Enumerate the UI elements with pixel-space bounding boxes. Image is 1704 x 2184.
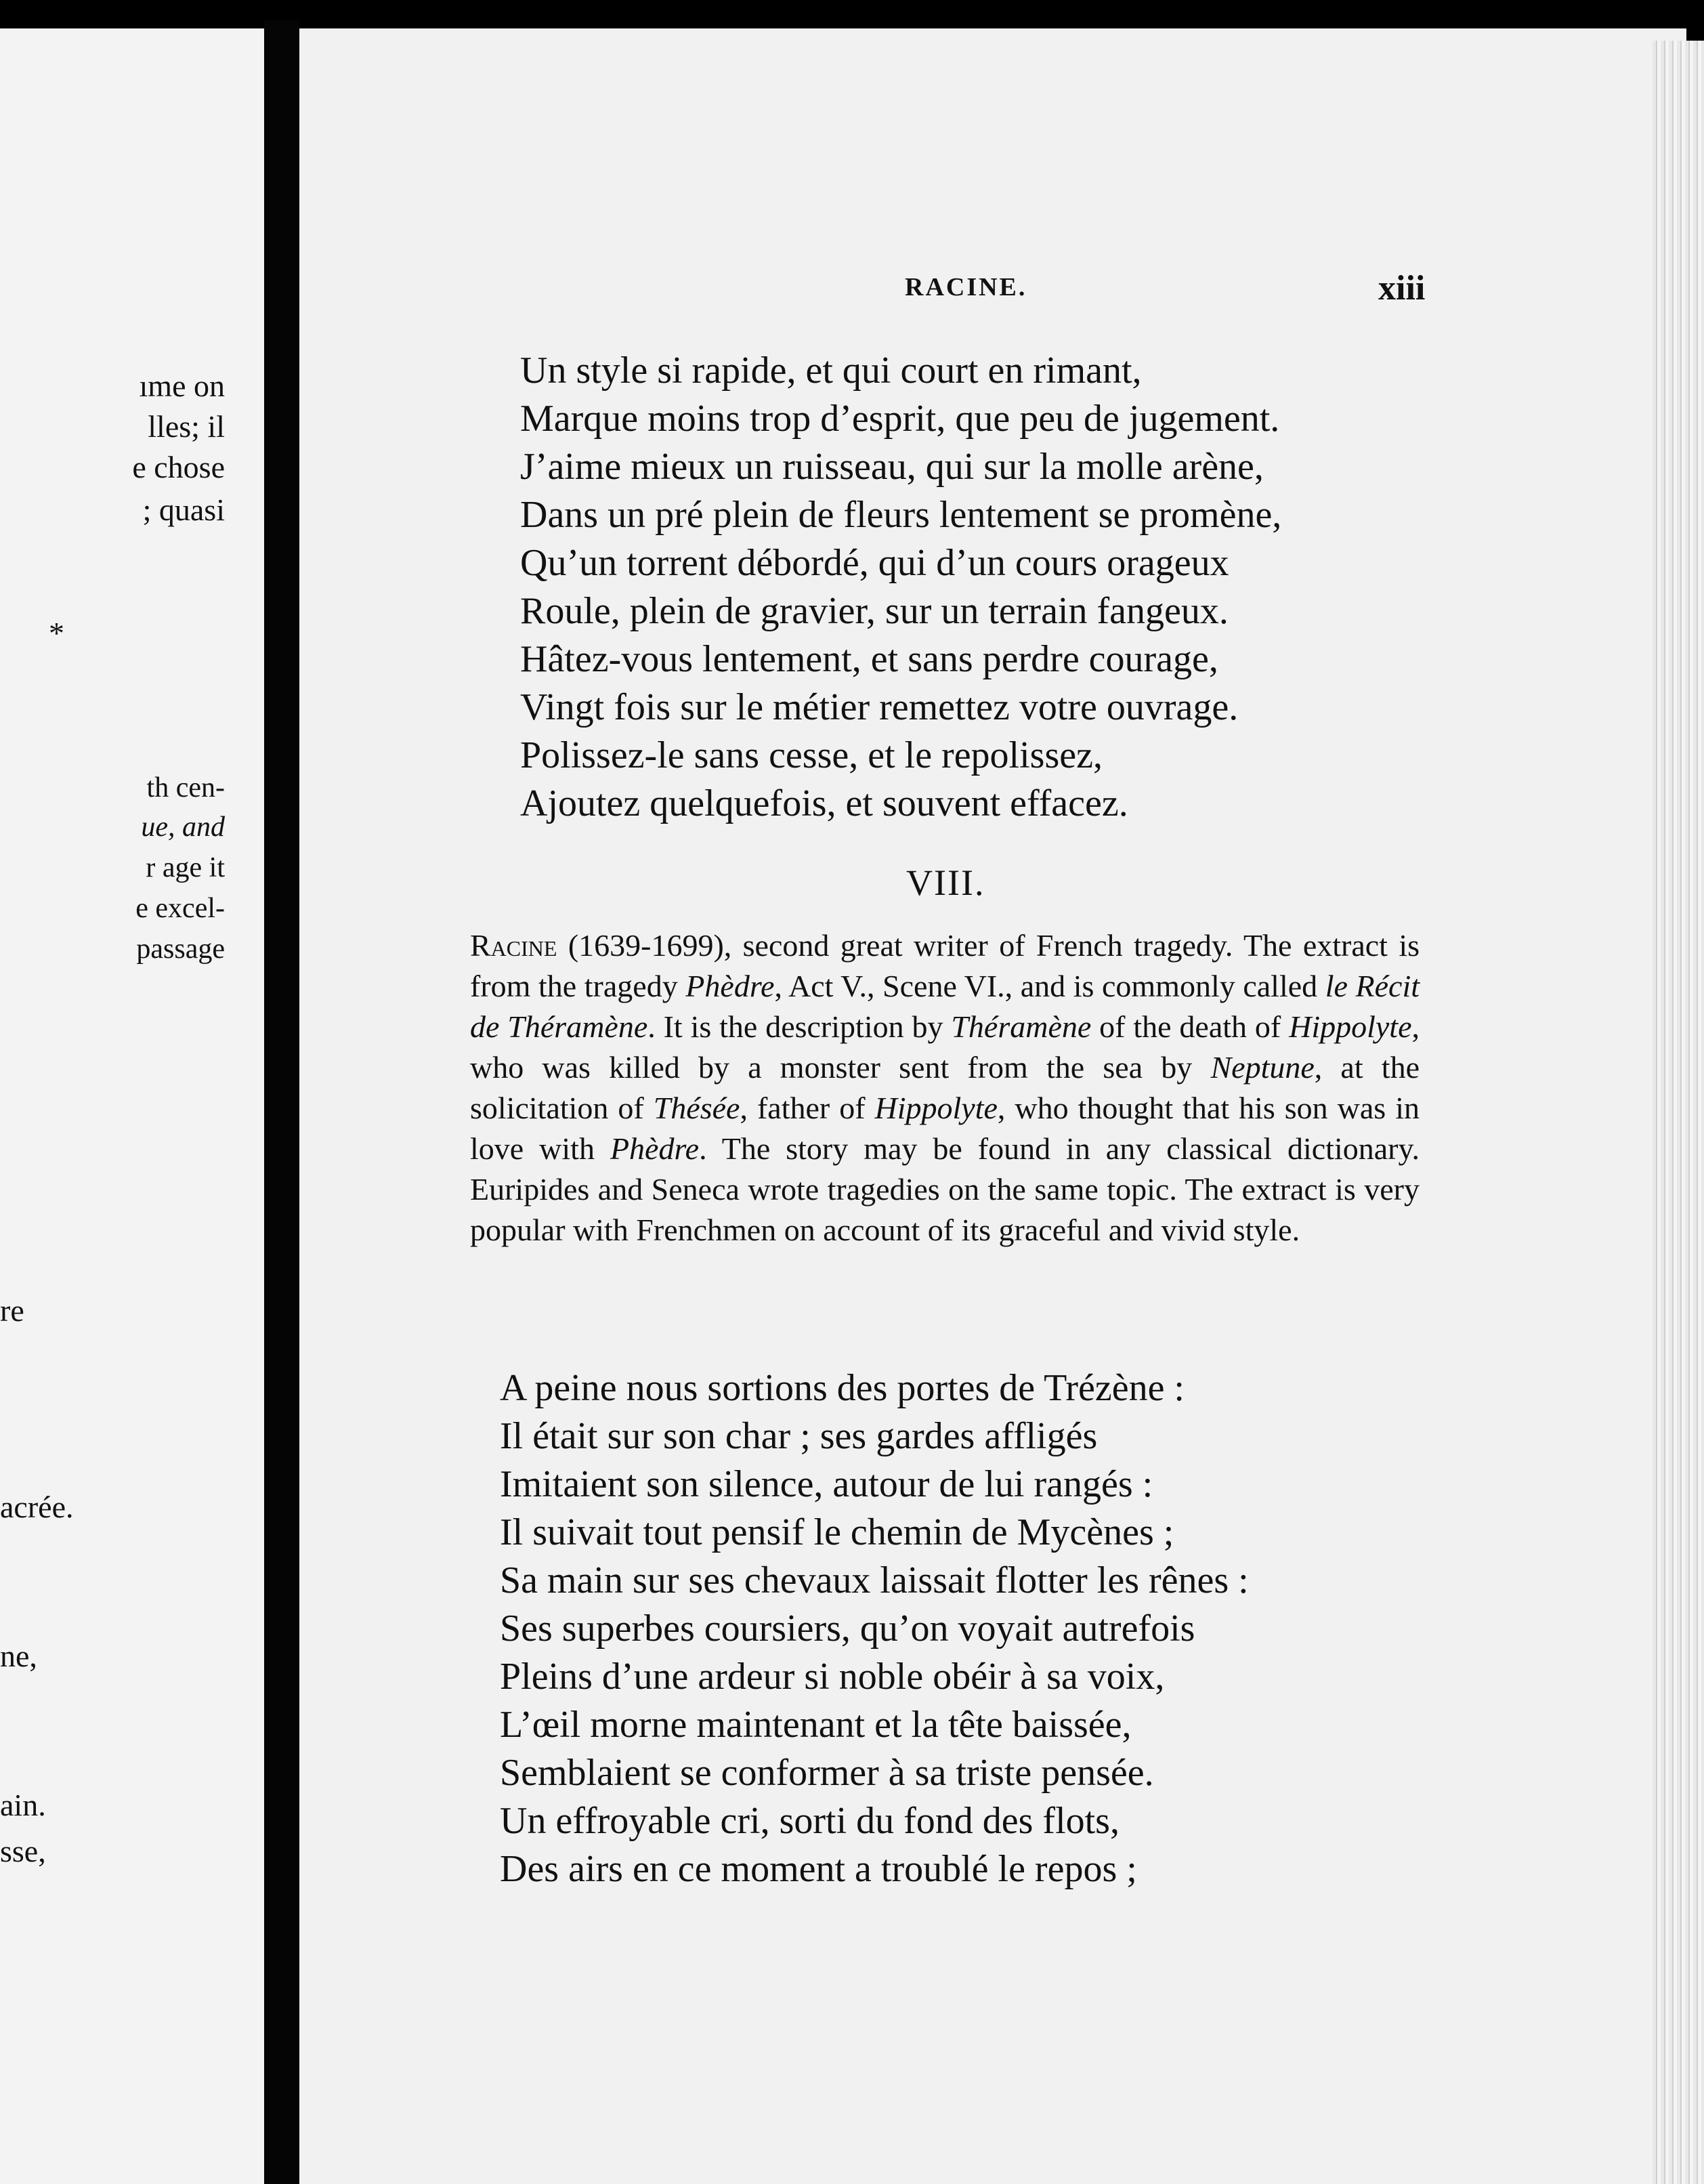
intro-paragraph xyxy=(470,925,1420,1251)
left-page-line: sse, xyxy=(0,1834,46,1868)
intro-text: , at the solicitation of xyxy=(470,1050,1420,1125)
left-page-line: e excel- xyxy=(135,893,225,924)
intro-text: . The story may be found in any classical dictionary. Euripides and Seneca wrote tragedies on the same topic. The extract is very popular with Frenchmen on account of its graceful and vivid style. xyxy=(470,1131,1420,1247)
left-page-line: th cen- xyxy=(146,772,225,803)
intro-text: , father of xyxy=(740,1091,875,1125)
left-page-line: acrée. xyxy=(0,1490,74,1524)
intro-italic: le Récit de Théramène xyxy=(470,969,1420,1044)
page-number: xiii xyxy=(1378,269,1426,308)
intro-italic: Thésée xyxy=(653,1091,740,1125)
verse-line: Un effroyable cri, sorti du fond des flots, xyxy=(500,1800,1120,1842)
previous-page-fragment xyxy=(0,28,264,2184)
running-head: RACINE. xyxy=(905,273,1027,301)
section-heading: VIII. xyxy=(906,862,985,903)
verse-block-bottom xyxy=(500,1364,1249,1893)
verse-line: Ajoutez quelquefois, et souvent effacez. xyxy=(520,782,1128,824)
page-edge-stack xyxy=(1653,41,1704,2184)
intro-text: , Act V., Scene VI., and is commonly called xyxy=(774,969,1325,1003)
verse-line: L’œil morne maintenant et la tête baissée, xyxy=(500,1704,1132,1746)
left-page-line: r age it xyxy=(146,852,225,883)
verse-line: Dans un pré plein de fleurs lentement se promène, xyxy=(520,494,1282,536)
verse-line: Vingt fois sur le métier remettez votre ouvrage. xyxy=(520,686,1239,728)
verse-line: Hâtez-vous lentement, et sans perdre courage, xyxy=(520,638,1218,680)
left-page-line: e chose xyxy=(132,450,225,484)
intro-italic: Phèdre xyxy=(610,1131,700,1166)
left-page-line: re xyxy=(0,1293,24,1328)
left-page-line: ; quasi xyxy=(142,492,225,527)
intro-text: , who was killed by a monster sent from the sea by xyxy=(470,1009,1420,1085)
intro-text: of the death of xyxy=(1091,1009,1290,1044)
intro-text: , who thought that his son was in love with xyxy=(470,1091,1420,1166)
author-name: Racine xyxy=(470,928,557,963)
verse-line: Il était sur son char ; ses gardes affligés xyxy=(500,1415,1098,1457)
left-page-line: passage xyxy=(136,933,225,965)
book-gutter xyxy=(264,20,299,2184)
left-page-line: lles; il xyxy=(148,409,225,444)
intro-italic: Théramène xyxy=(951,1009,1092,1044)
intro-italic: Hippolyte xyxy=(1289,1009,1412,1044)
intro-italic: Phèdre xyxy=(685,969,775,1003)
verse-line: Qu’un torrent débordé, qui d’un cours orageux xyxy=(520,542,1229,584)
verse-line: Ses superbes coursiers, qu’on voyait autrefois xyxy=(500,1608,1195,1650)
verse-line: Imitaient son silence, autour de lui rangés : xyxy=(500,1463,1153,1505)
verse-line: Un style si rapide, et qui court en rimant, xyxy=(520,350,1142,392)
verse-line: Polissez-le sans cesse, et le repolissez, xyxy=(520,734,1103,776)
verse-line: Sa main sur ses chevaux laissait flotter les rênes : xyxy=(500,1559,1249,1601)
verse-line: Pleins d’une ardeur si noble obéir à sa voix, xyxy=(500,1656,1165,1698)
intro-text: . It is the description by xyxy=(647,1009,952,1044)
left-page-line: ue, and xyxy=(141,812,225,843)
intro-text: (1639-1699), second great writer of French tragedy. The extract is from the tragedy xyxy=(470,928,1420,1003)
left-page-line: ne, xyxy=(0,1639,37,1673)
verse-line: Semblaient se conformer à sa triste pensée. xyxy=(500,1752,1154,1794)
left-page-asterisk: * xyxy=(49,616,64,650)
verse-line: A peine nous sortions des portes de Trézène : xyxy=(500,1367,1185,1409)
intro-italic: Hippolyte xyxy=(874,1091,998,1125)
verse-line: Il suivait tout pensif le chemin de Mycènes ; xyxy=(500,1511,1174,1553)
verse-line: J’aime mieux un ruisseau, qui sur la molle arène, xyxy=(520,446,1264,488)
verse-line: Roule, plein de gravier, sur un terrain fangeux. xyxy=(520,590,1229,632)
intro-italic: Neptune xyxy=(1210,1050,1315,1085)
verse-line: Des airs en ce moment a troublé le repos ; xyxy=(500,1848,1137,1890)
verse-block-top xyxy=(520,347,1281,828)
verse-line: Marque moins trop d’esprit, que peu de jugement. xyxy=(520,398,1280,440)
left-page-line: ain. xyxy=(0,1788,46,1822)
left-page-line: ıme on xyxy=(139,369,225,403)
